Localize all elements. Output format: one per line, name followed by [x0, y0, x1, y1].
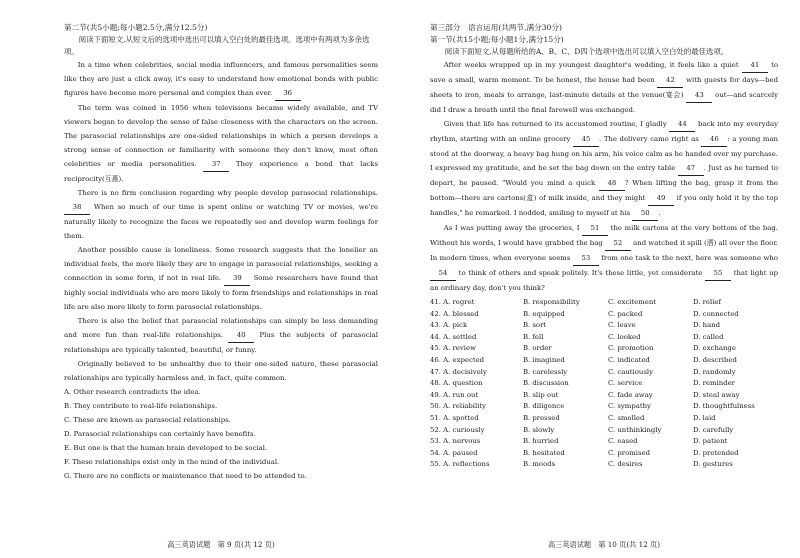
choice-row — [430, 343, 778, 355]
paragraph — [64, 243, 378, 314]
choice-option: 41. A. regret — [430, 298, 475, 306]
blank-number: 36 — [275, 86, 301, 101]
page-footer: 高三英语试题 第 9 页(共 12 页) — [167, 540, 275, 549]
choice-option: B. sort — [522, 321, 547, 330]
page-footer: 高三英语试题 第 10 页(共 12 页) — [547, 540, 661, 549]
choice-option: D. connected — [692, 309, 739, 318]
choice-row — [430, 401, 778, 413]
choice-option: 51. A. spotted — [430, 413, 479, 422]
paragraph — [64, 314, 378, 357]
blank-number: 49 — [648, 191, 674, 206]
paragraph-text: : a young man stood at the doorway, a heavy bag hung on his arm, his voice calm as he handed over my purchase. I expressed my gratitude, and he set the bag down on the entry table — [430, 135, 778, 172]
choice-option: D. carefully — [692, 425, 734, 434]
choice-option: B. hurried — [522, 437, 559, 446]
choice-option: B. carelessly — [522, 367, 568, 376]
choice-option: C. unthinkingly — [607, 425, 662, 434]
paragraph-text: As I was putting away the groceries, I — [443, 224, 583, 232]
choice-option: C. fade away — [607, 390, 653, 399]
blank-number: 48 — [599, 176, 625, 191]
choice-option: C. desires — [607, 460, 643, 469]
paragraph-text: if you only hold it by the top handles," he remarked. I nodded, smiling to myself at his — [430, 194, 778, 217]
paragraph-text: There is no firm conclusion regarding why people develop parasocial relationships. — [77, 189, 378, 197]
option-item: C. These are known as parasocial relationships. — [64, 416, 231, 424]
choice-option: 44. A. settled — [430, 332, 477, 341]
choice-option: B. responsibility — [522, 298, 580, 306]
choice-option: 55. A. reflections — [430, 460, 490, 469]
choice-option: 50. A. reliability — [430, 402, 487, 411]
right-page — [400, 0, 800, 558]
paragraph-text: . The delivery came right as — [599, 135, 702, 143]
choice-row — [430, 355, 778, 367]
choice-row — [430, 367, 778, 379]
part-title: 第三部分 语言运用(共两节,满分30分) — [430, 23, 562, 32]
choice-option: B. moods — [522, 460, 556, 469]
choice-option: 45. A. review — [430, 344, 476, 353]
paragraph-text: The term was coined in 1956 when televisions became widely available, and TV viewers began to develop the sense of false closeness with the characters on the screen. The parasocial relationships are one-sided relationships in which a person develops a strong sense of connection or familiarity with someone they don't know, most often celebrities or media personalities. — [64, 104, 378, 168]
choice-option: D. randomly — [692, 367, 736, 376]
choice-option: B. slowly — [522, 425, 555, 434]
paragraph-text: the milk cartons at the very bottom of the bag. Without his words, I would have grabbed the bag — [430, 224, 778, 247]
choice-option: D. called — [692, 332, 724, 341]
choice-option: C. packed — [607, 309, 643, 318]
passage — [430, 58, 778, 295]
choice-row — [430, 332, 778, 344]
paragraph — [64, 186, 378, 243]
blank-number: 37 — [203, 157, 229, 172]
section-title: 第一节(共15小题;每小题1分,满分15分) — [430, 35, 564, 44]
blank-number: 47 — [678, 161, 704, 176]
paragraph-text: Some researchers have found that highly social individuals who are more likely to form friendships and relationships in real life are also more likely to form parasocial relationships. — [64, 274, 378, 311]
choice-option: 46. A. expected — [430, 355, 485, 364]
choice-row — [430, 448, 778, 460]
choice-option: 52. A. curiously — [430, 425, 485, 434]
paragraph-text: After weeks wrapped up in my youngest daughter's wedding, it feels like a quiet — [443, 61, 742, 69]
choice-option: D. gestures — [692, 460, 733, 469]
paragraph — [64, 357, 378, 385]
choice-row — [430, 320, 778, 332]
choice-option: C. eased — [607, 437, 638, 446]
choice-option: D. described — [692, 355, 737, 364]
blank-number: 41 — [742, 58, 768, 73]
paragraph-text: to think of others and speak politely. It's these little, yet considerate — [456, 269, 706, 277]
option-item: G. There are no conflicts or maintenance that need to be attended to. — [64, 472, 307, 480]
choice-row — [430, 378, 778, 390]
paragraph-text: ? When lifting the bag, grasp it from the bottom—there are cartons(盒) of milk inside, and they might — [430, 179, 779, 202]
choice-option: D. steal away — [692, 390, 740, 399]
instruction-text: 阅读下面短文,从短文后的选项中选出可以填入空白处的最佳选项。选项中有两项为多余选项。 — [64, 35, 370, 56]
blank-number: 38 — [64, 200, 90, 215]
choice-option: C. service — [607, 379, 643, 388]
blank-number: 44 — [669, 117, 695, 132]
blank-number: 42 — [657, 73, 683, 88]
choice-option: 48. A. question — [430, 379, 483, 388]
blank-number: 40 — [228, 328, 254, 343]
choice-table — [430, 297, 778, 471]
blank-number: 52 — [605, 236, 631, 251]
section-title: 第二节(共5小题;每小题2.5分,满分12.5分) — [64, 23, 208, 32]
blank-number: 43 — [686, 88, 712, 103]
paragraph-text: They experience a bond that lacks reciprocity(互惠). — [64, 160, 378, 183]
choice-option: C. sympathy — [607, 402, 651, 411]
blank-number: 46 — [701, 132, 727, 147]
paragraph-text: Plus the subjects of parasocial relationships are typically talented, beautiful, or funny. — [64, 331, 378, 354]
choice-option: B. equipped — [522, 309, 565, 318]
choice-option: B. imagined — [522, 355, 565, 364]
blank-number: 50 — [632, 206, 658, 221]
choice-option: C. leave — [607, 321, 636, 330]
option-item: F. These relationships exist only in the mind of the individual. — [64, 458, 280, 466]
choice-row — [430, 425, 778, 437]
choice-option: B. discussion — [522, 379, 569, 388]
choice-option: D. laid — [692, 413, 716, 422]
choice-option: D. thoughtfulness — [692, 402, 755, 411]
choice-option: B. pressed — [522, 413, 560, 422]
choice-option: 54. A. paused — [430, 448, 478, 457]
choice-option: 47. A. decisively — [430, 367, 487, 376]
blank-number: 55 — [705, 266, 731, 281]
choice-option: B. fell — [522, 332, 544, 341]
choice-row — [430, 390, 778, 402]
paragraph-text: . Just as he turned to depart, he paused. "Would you mind a quick — [430, 164, 779, 187]
paragraph-text: There is also the belief that parasocial relationships can simply be less demanding and more fun than real-life relationships. — [64, 317, 378, 339]
choice-option: D. hand — [692, 321, 721, 330]
paragraph-text: out—and scarcely did I draw a breath until the final farewell was exchanged. — [430, 91, 778, 114]
choice-option: C. excitement — [607, 298, 657, 306]
choice-option: C. smelled — [607, 413, 645, 422]
paragraph-text: back into my everyday rhythm, starting with an online grocery — [430, 120, 778, 143]
paragraph — [64, 58, 378, 101]
blank-number: 45 — [573, 132, 599, 147]
paragraph-text: Originally believed to be unhealthy due to their one-sided nature, these parasocial relationships are typically harmless and, in fact, quite common. — [64, 360, 378, 382]
choice-row — [430, 413, 778, 425]
choice-row — [430, 309, 778, 321]
paragraph — [430, 117, 778, 221]
paragraph-text: to save a small, warm moment. To be honest, the house had been — [430, 61, 778, 84]
paragraph — [430, 58, 778, 117]
paragraph — [64, 101, 378, 186]
option-item: E. But one is that the human brain developed to be social. — [64, 444, 268, 452]
option-item: B. They contribute to real-life relationships. — [64, 402, 218, 410]
blank-number: 51 — [582, 221, 608, 236]
paragraph-text: When so much of our time is spent online or watching TV or movies, we're naturally likely to recognize the faces we repeatedly see and develop warm feelings for them. — [64, 203, 378, 240]
choice-option: 43. A. pick — [430, 321, 468, 330]
choice-option: C. indicated — [607, 355, 650, 364]
paragraph-text: from one task to the next, here was someone who — [598, 254, 779, 262]
choice-option: 49. A. run out — [430, 390, 479, 399]
choice-option: B. slip out — [522, 390, 559, 399]
option-item: A. Other research contradicts the idea. — [64, 388, 201, 396]
option-item: D. Parasocial relationships can certainly have benefits. — [64, 430, 256, 438]
choice-option: D. relief — [692, 298, 722, 306]
paragraph-text: In a time when celebrities, social media influencers, and famous personalities seem like they are just a click away, it's easy to understand how emotional bonds with public figures have become more personal and complex than ever. — [64, 61, 378, 97]
choice-option: D. reminder — [692, 379, 735, 388]
paragraph — [430, 221, 778, 295]
instruction-text: 阅读下面短文,从每题所给的A、B、C、D四个选项中选出可以填入空白处的最佳选项。 — [444, 47, 729, 56]
choice-row — [430, 436, 778, 448]
blank-number: 54 — [430, 266, 456, 281]
paragraph-text: and watched it spill (洒) all over the floor. In modern times, when everyone seems — [430, 239, 778, 262]
choice-option: B. hesitated — [522, 448, 565, 457]
choice-row — [430, 297, 778, 309]
choice-option: B. order — [522, 344, 552, 353]
paragraph-text: Given that life has returned to its accustomed routine, I gladly — [443, 120, 670, 128]
choice-option: D. pretended — [692, 448, 739, 457]
choice-option: B. diligence — [522, 402, 565, 411]
blank-number: 53 — [573, 251, 599, 266]
paragraph-text: that light up an ordinary day, don't you think? — [430, 269, 778, 292]
choice-option: C. promotion — [607, 344, 654, 353]
choice-option: 53. A. nervous — [430, 437, 481, 446]
passage — [64, 58, 378, 385]
choice-option: 42. A. blessed — [430, 309, 479, 318]
choice-option: D. patient — [692, 437, 728, 446]
blank-number: 39 — [224, 271, 250, 286]
choice-option: C. cautiously — [607, 367, 653, 376]
choice-row — [430, 459, 778, 471]
choice-option: D. exchange — [692, 344, 736, 353]
choice-option: C. looked — [607, 332, 641, 341]
paragraph-text: . — [658, 209, 661, 217]
paragraph-text: with guests for days—bed sheets to iron, meals to arrange, last-minute details at the venue(宴会) — [430, 76, 778, 99]
option-list — [64, 385, 378, 483]
choice-option: C. promised — [607, 448, 650, 457]
paragraph-text: Another possible cause is loneliness. Some research suggests that the lonelier an individual feels, the more likely they are to engage in parasocial relationships, seeking a connection in some form, if not in real life. — [64, 246, 378, 282]
